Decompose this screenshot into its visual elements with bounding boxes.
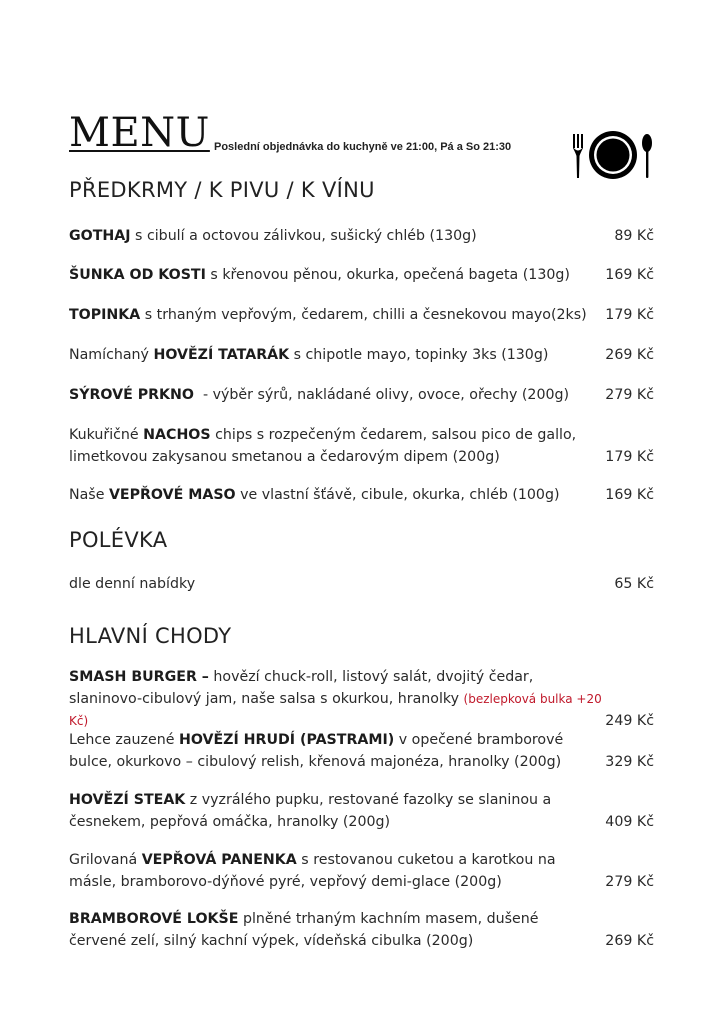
item-price: 249 Kč	[605, 713, 654, 729]
menu-item: GOTHAJ s cibulí a octovou zálivkou, sušický chléb (130g) 89 Kč	[69, 225, 654, 247]
item-price: 179 Kč	[605, 307, 654, 323]
item-price: 179 Kč	[605, 449, 654, 465]
menu-item: ŠUNKA OD KOSTI s křenovou pěnou, okurka, opečená bageta (130g) 169 Kč	[69, 264, 654, 286]
menu-item: TOPINKA s trhaným vepřovým, čedarem, chilli a česnekovou mayo(2ks) 179 Kč	[69, 304, 654, 326]
section-title-hlavni-chody: HLAVNÍ CHODY	[69, 624, 232, 648]
menu-item: BRAMBOROVÉ LOKŠE plněné trhaným kachním masem, dušené červené zelí, silný kachní výpek, vídeňská cibulka (200g) 269 Kč	[69, 908, 654, 952]
menu-item: SMASH BURGER – hovězí chuck-roll, listový salát, dvojitý čedar, slaninovo-cibulový jam, naše salsa s okurkou, hranolky (bezlepková bulka +20 Kč) 249 Kč	[69, 666, 654, 732]
kitchen-note: Poslední objednávka do kuchyně ve 21:00, Pá a So 21:30	[214, 141, 512, 153]
section-title-polevka: POLÉVKA	[69, 528, 168, 552]
menu-item: Lehce zauzené HOVĚZÍ HRUDÍ (PASTRAMI) v opečené bramborové bulce, okurkovo – cibulový relish, křenová majonéza, hranolky (200g) 329 Kč	[69, 729, 654, 773]
menu-item: HOVĚZÍ STEAK z vyzrálého pupku, restované fazolky se slaninou a česnekem, pepřová omáčka, hranolky (200g) 409 Kč	[69, 789, 654, 833]
item-price: 269 Kč	[605, 933, 654, 949]
cutlery-plate-icon	[571, 128, 655, 182]
menu-item: dle denní nabídky 65 Kč	[69, 573, 654, 595]
menu-item: Kukuřičné NACHOS chips s rozpečeným čedarem, salsou pico de gallo, limetkovou zakysanou smetanou a čedarovým dipem (200g) 179 Kč	[69, 424, 654, 468]
section-title-predkrmy: PŘEDKRMY / K PIVU / K VÍNU	[69, 178, 375, 202]
menu-item: Naše VEPŘOVÉ MASO ve vlastní šťávě, cibule, okurka, chléb (100g) 169 Kč	[69, 484, 654, 506]
item-price: 279 Kč	[605, 874, 654, 890]
item-price: 269 Kč	[605, 347, 654, 363]
item-price: 65 Kč	[614, 576, 654, 592]
item-price: 329 Kč	[605, 754, 654, 770]
menu-item: Grilovaná VEPŘOVÁ PANENKA s restovanou cuketou a karotkou na másle, bramborovo-dýňové pyré, vepřový demi-glace (200g) 279 Kč	[69, 849, 654, 893]
item-price: 169 Kč	[605, 487, 654, 503]
menu-item: SÝROVÉ PRKNO - výběr sýrů, nakládané olivy, ovoce, ořechy (200g) 279 Kč	[69, 384, 654, 406]
item-price: 169 Kč	[605, 267, 654, 283]
item-price: 279 Kč	[605, 387, 654, 403]
gluten-free-note: (bezlepková bulka +20 Kč)	[69, 692, 602, 728]
menu-item: Namíchaný HOVĚZÍ TATARÁK s chipotle mayo, topinky 3ks (130g) 269 Kč	[69, 344, 654, 366]
item-price: 409 Kč	[605, 814, 654, 830]
item-price: 89 Kč	[614, 228, 654, 244]
page-title: MENU	[69, 110, 210, 156]
